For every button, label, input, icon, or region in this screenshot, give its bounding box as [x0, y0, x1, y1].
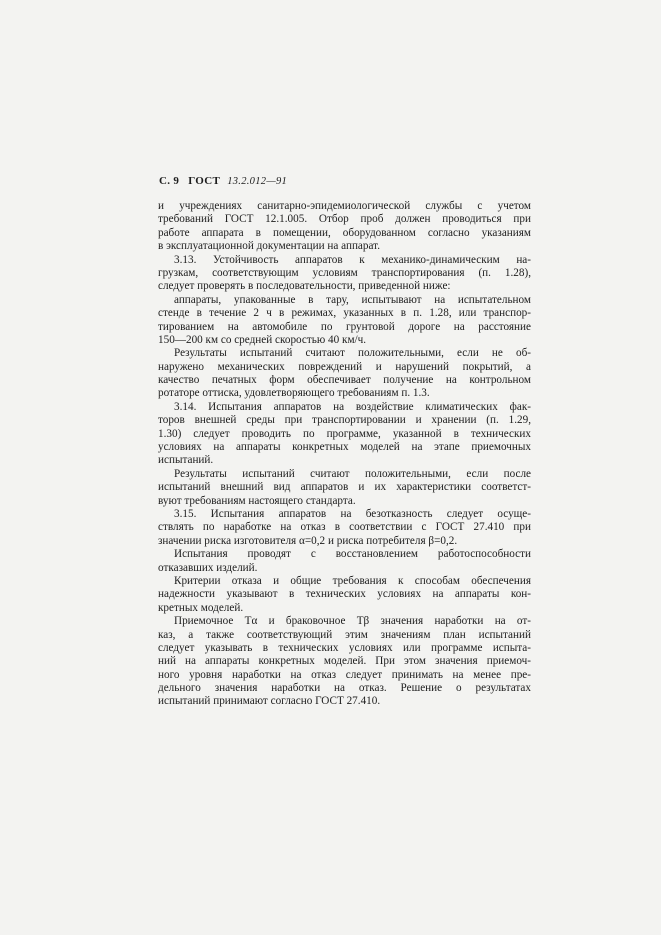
text-line: требований ГОСТ 12.1.005. Отбор проб должен проводиться при [158, 213, 531, 226]
text-line: и учреждениях санитарно-эпидемиологической службы с учетом [158, 200, 531, 212]
text-line: ного уровня наработки на отказ следует принимать на менее пре- [158, 668, 531, 681]
document-body [158, 200, 531, 709]
text-line: 1.30) следует проводить по программе, указанной в технических [158, 427, 531, 440]
text-line: испытаний принимают согласно ГОСТ 27.410. [158, 695, 381, 708]
text-line: следует проверять в последовательности, приведенной ниже: [158, 280, 451, 293]
text-line: значении риска изготовителя α=0,2 и риска потребителя β=0,2. [158, 534, 458, 547]
text-line: следует указывать в технических условиях или программе испыта- [158, 641, 531, 654]
standard-label: ГОСТ [188, 175, 221, 187]
text-line: ротаторе оттиска, удовлетворяющего требованиям п. 1.3. [158, 387, 430, 400]
page-number: С. 9 [159, 175, 180, 187]
text-line: вуют требованиям настоящего стандарта. [158, 494, 356, 507]
text-line: испытаний внешний вид аппаратов и их характеристики соответст- [158, 481, 531, 494]
text-line: Критерии отказа и общие требования к способам обеспечения [174, 574, 531, 587]
text-line: 3.13. Устойчивость аппаратов к механико-динамическим на- [174, 253, 531, 266]
text-line: стенде в течение 2 ч в режимах, указанных в п. 1.28, или транспор- [158, 307, 531, 320]
page-header [159, 175, 287, 187]
text-line: в эксплуатационной документации на аппарат. [158, 240, 381, 253]
text-line: торов внешней среды при транспортировании и хранении (п. 1.29, [158, 414, 531, 427]
text-line: 3.15. Испытания аппаратов на безотказность следует осуще- [174, 507, 531, 520]
standard-code: 13.2.012—91 [227, 176, 288, 187]
text-line: отказавших изделий. [158, 561, 258, 574]
text-line: Результаты испытаний считают положительными, если не об- [174, 347, 531, 360]
text-line: 3.14. Испытания аппаратов на воздействие климатических фак- [174, 400, 531, 413]
text-line: условиях на аппараты конкретных моделей на этапе приемочных [158, 441, 531, 454]
text-line: ствлять по наработке на отказ в соответствии с ГОСТ 27.410 при [158, 521, 531, 534]
text-line: надежности указывают в технических условиях на аппараты кон- [158, 588, 531, 601]
text-line: Результаты испытаний считают положительными, если после [174, 467, 531, 480]
text-line: грузкам, соответствующим условиям транспортирования (п. 1.28), [158, 266, 531, 279]
text-line: Приемочное Tα и браковочное Tβ значения наработки на от- [174, 615, 531, 628]
text-line: дельного значения наработки на отказ. Решение о результатах [158, 682, 531, 695]
text-line: работе аппарата в помещении, оборудованном согласно указаниям [158, 226, 531, 239]
text-line: тированием на автомобиле по грунтовой дороге на расстояние [158, 320, 531, 333]
text-line: качество печатных форм обеспечивает получение на контрольном [158, 374, 531, 387]
text-line: испытаний. [158, 454, 214, 467]
text-line: аппараты, упакованные в тару, испытывают на испытательном [174, 293, 531, 306]
text-line: Испытания проводят с восстановлением работоспособности [174, 548, 531, 561]
text-line: ний на аппараты конкретных моделей. При этом значения приемоч- [158, 655, 531, 668]
text-line: кретных моделей. [158, 601, 244, 614]
text-line: каз, а также соответствующий этим значениям план испытаний [158, 628, 531, 641]
text-line: 150—200 км со средней скоростью 40 км/ч. [158, 333, 367, 346]
text-line: наружено механических повреждений и нарушений покрытий, а [158, 360, 531, 373]
